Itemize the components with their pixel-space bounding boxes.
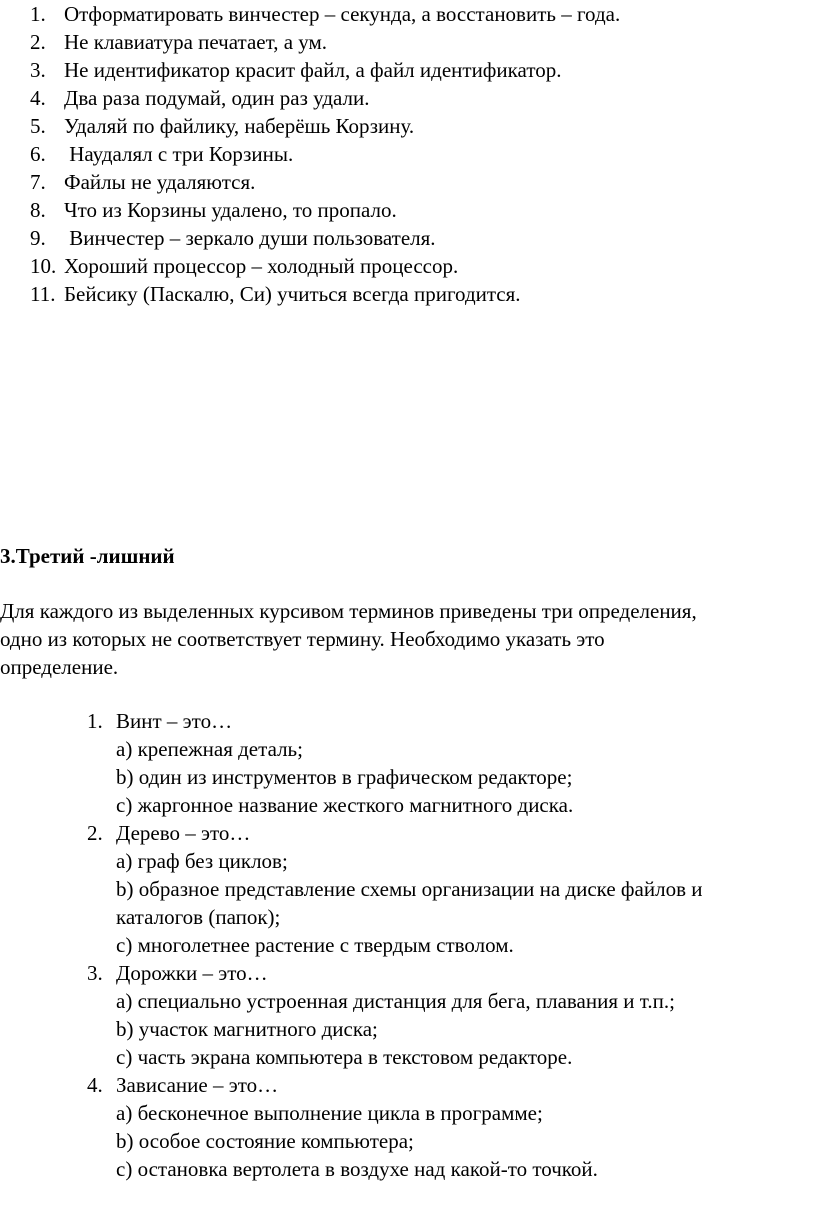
list-item: Файлы не удаляются. [64,170,256,194]
question-option: а) крепежная деталь; [116,737,303,761]
question-option: а) граф без циклов; [116,849,288,873]
list-number: 6. [30,142,46,166]
question-option: c) остановка вертолета в воздухе над какой-то точкой. [116,1157,598,1181]
question-term: Дерево – это… [116,821,251,845]
question-term: Дорожки – это… [116,961,268,985]
list-number: 1. [30,2,46,26]
question-term: Зависание – это… [116,1073,279,1097]
intro-paragraph-line: определение. [0,655,119,679]
list-item: Хороший процессор – холодный процессор. [64,254,459,278]
list-item: Не идентификатор красит файл, а файл идентификатор. [64,58,562,82]
list-number: 8. [30,198,46,222]
question-option: b) образное представление схемы организации на диске файлов и [116,877,703,901]
list-number: 2. [30,30,46,54]
list-number: 3. [30,58,46,82]
list-item: Бейсику (Паскалю, Си) учиться всегда пригодится. [64,282,521,306]
question-option: а) бесконечное выполнение цикла в программе; [116,1101,543,1125]
list-number: 9. [30,226,46,250]
question-number: 2. [87,821,103,845]
list-item: Отформатировать винчестер – секунда, а восстановить – года. [64,2,621,26]
intro-paragraph-line: одно из которых не соответствует термину. Необходимо указать это [0,627,605,651]
list-item: Два раза подумай, один раз удали. [64,86,370,110]
list-item: Что из Корзины удалено, то пропало. [64,198,397,222]
list-item: Удаляй по файлику, наберёшь Корзину. [64,114,415,138]
question-option: каталогов (папок); [116,905,281,929]
list-number: 4. [30,86,46,110]
list-item: Наудалял с три Корзины. [64,142,294,166]
list-number: 10. [30,254,57,278]
question-term: Винт – это… [116,709,233,733]
section-title: 3.Третий -лишний [0,544,175,568]
intro-paragraph-line: Для каждого из выделенных курсивом терминов приведены три определения, [0,599,697,623]
question-option: b) особое состояние компьютера; [116,1129,414,1153]
question-number: 4. [87,1073,103,1097]
question-number: 3. [87,961,103,985]
list-item: Винчестер – зеркало души пользователя. [64,226,436,250]
list-number: 5. [30,114,46,138]
list-number: 7. [30,170,46,194]
question-option: b) участок магнитного диска; [116,1017,378,1041]
list-item: Не клавиатура печатает, а ум. [64,30,328,54]
question-number: 1. [87,709,103,733]
question-option: c) жаргонное название жесткого магнитного диска. [116,793,574,817]
question-option: c) многолетнее растение с твердым стволом. [116,933,514,957]
question-option: b) один из инструментов в графическом редакторе; [116,765,573,789]
question-option: а) специально устроенная дистанция для бега, плавания и т.п.; [116,989,675,1013]
list-number: 11. [30,282,56,306]
question-option: c) часть экрана компьютера в текстовом редакторе. [116,1045,573,1069]
